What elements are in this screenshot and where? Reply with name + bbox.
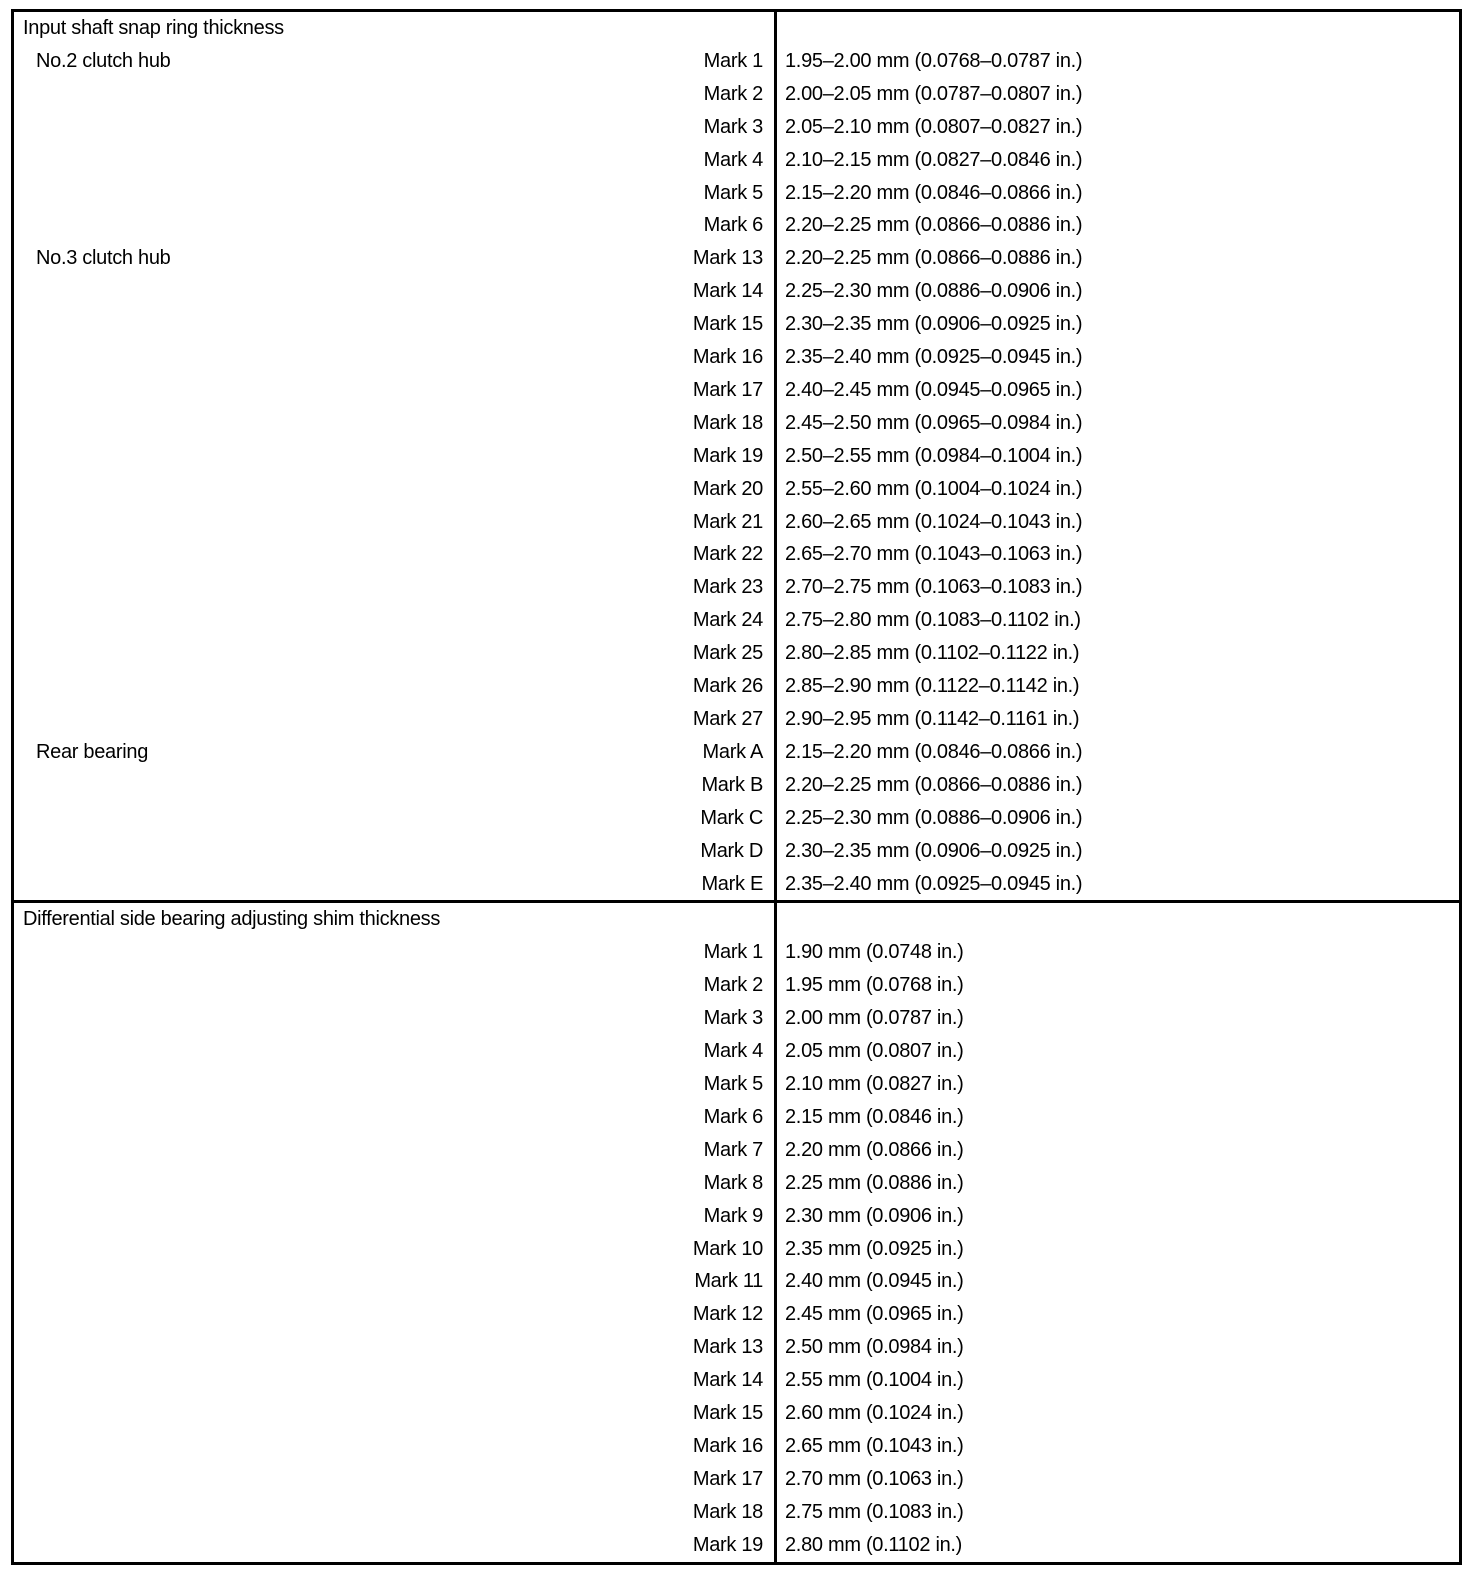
section-heading-row xyxy=(13,902,1461,936)
table-row xyxy=(13,1529,1461,1563)
thickness-value: 2.00–2.05 mm (0.0787–0.0807 in.) xyxy=(784,82,1083,105)
mark-label: Mark 6 xyxy=(703,1105,763,1128)
mark-label: Mark 26 xyxy=(692,675,763,698)
label-cell xyxy=(13,1035,776,1068)
table-row xyxy=(13,78,1461,111)
label-cell xyxy=(13,78,776,111)
section-heading-row xyxy=(13,11,1461,45)
label-cell xyxy=(13,1167,776,1200)
table-row xyxy=(13,209,1461,242)
label-cell xyxy=(13,736,776,769)
label-cell xyxy=(13,45,776,78)
table-row xyxy=(13,440,1461,473)
label-cell xyxy=(13,1331,776,1364)
label-cell xyxy=(13,1068,776,1101)
thickness-value: 1.95–2.00 mm (0.0768–0.0787 in.) xyxy=(784,49,1083,72)
mark-label: Mark 21 xyxy=(692,510,763,533)
thickness-value: 2.35–2.40 mm (0.0925–0.0945 in.) xyxy=(784,346,1083,369)
table-row xyxy=(13,571,1461,604)
thickness-value: 2.30 mm (0.0906 in.) xyxy=(784,1204,964,1227)
mark-label: Mark 23 xyxy=(692,576,763,599)
label-cell xyxy=(13,1430,776,1463)
table-row xyxy=(13,604,1461,637)
label-cell xyxy=(13,1298,776,1331)
thickness-value: 2.65–2.70 mm (0.1043–0.1063 in.) xyxy=(784,543,1083,566)
table-row xyxy=(13,538,1461,571)
thickness-value: 2.60–2.65 mm (0.1024–0.1043 in.) xyxy=(784,510,1083,533)
table-row xyxy=(13,936,1461,969)
section-heading: Differential side bearing adjusting shim thickness xyxy=(23,908,441,931)
thickness-value: 2.55 mm (0.1004 in.) xyxy=(784,1369,964,1392)
mark-label: Mark A xyxy=(702,740,763,763)
mark-label: Mark 17 xyxy=(692,378,763,401)
mark-label: Mark 20 xyxy=(692,477,763,500)
thickness-value: 2.10–2.15 mm (0.0827–0.0846 in.) xyxy=(784,148,1083,171)
mark-label: Mark 15 xyxy=(692,1402,763,1425)
label-cell xyxy=(13,604,776,637)
label-cell xyxy=(13,440,776,473)
table-row xyxy=(13,111,1461,144)
thickness-value: 2.25–2.30 mm (0.0886–0.0906 in.) xyxy=(784,280,1083,303)
label-cell xyxy=(13,1397,776,1430)
label-cell xyxy=(13,538,776,571)
mark-label: Mark 1 xyxy=(703,941,763,964)
table-row xyxy=(13,144,1461,177)
label-cell xyxy=(13,1002,776,1035)
thickness-value: 2.65 mm (0.1043 in.) xyxy=(784,1434,964,1457)
thickness-value: 2.80 mm (0.1102 in.) xyxy=(784,1533,963,1556)
table-row xyxy=(13,473,1461,506)
mark-label: Mark 1 xyxy=(703,49,763,72)
table-row xyxy=(13,275,1461,308)
label-cell xyxy=(13,969,776,1002)
label-cell xyxy=(13,1529,776,1563)
table-row xyxy=(13,637,1461,670)
mark-label: Mark 10 xyxy=(692,1237,763,1260)
mark-label: Mark B xyxy=(701,773,763,796)
thickness-value: 2.15–2.20 mm (0.0846–0.0866 in.) xyxy=(784,181,1083,204)
table-row xyxy=(13,1068,1461,1101)
label-cell xyxy=(13,670,776,703)
table-row xyxy=(13,1298,1461,1331)
mark-label: Mark 6 xyxy=(703,214,763,237)
label-cell xyxy=(13,275,776,308)
table-row xyxy=(13,1002,1461,1035)
table-row xyxy=(13,802,1461,835)
table-row xyxy=(13,835,1461,868)
mark-label: Mark E xyxy=(701,872,763,895)
label-cell xyxy=(13,571,776,604)
mark-label: Mark 13 xyxy=(692,247,763,270)
thickness-value: 2.35 mm (0.0925 in.) xyxy=(784,1237,964,1260)
thickness-value: 2.70 mm (0.1063 in.) xyxy=(784,1467,964,1490)
thickness-value: 2.20–2.25 mm (0.0866–0.0886 in.) xyxy=(784,214,1083,237)
label-cell xyxy=(13,1364,776,1397)
table-row xyxy=(13,736,1461,769)
group-name: No.2 clutch hub xyxy=(36,49,171,72)
mark-label: Mark 12 xyxy=(692,1303,763,1326)
table-row xyxy=(13,1265,1461,1298)
label-cell xyxy=(13,1134,776,1167)
mark-label: Mark 19 xyxy=(692,1533,763,1556)
mark-label: Mark 19 xyxy=(692,444,763,467)
label-cell xyxy=(13,1496,776,1529)
mark-label: Mark 25 xyxy=(692,642,763,665)
thickness-value: 2.80–2.85 mm (0.1102–0.1122 in.) xyxy=(784,642,1080,665)
thickness-value: 2.40–2.45 mm (0.0945–0.0965 in.) xyxy=(784,378,1083,401)
label-cell xyxy=(13,111,776,144)
table-section xyxy=(13,11,1461,902)
thickness-value: 2.50 mm (0.0984 in.) xyxy=(784,1336,964,1359)
table-row xyxy=(13,1331,1461,1364)
mark-label: Mark 2 xyxy=(703,974,763,997)
thickness-value: 2.20–2.25 mm (0.0866–0.0886 in.) xyxy=(784,247,1083,270)
mark-label: Mark 16 xyxy=(692,346,763,369)
thickness-value: 2.10 mm (0.0827 in.) xyxy=(784,1072,964,1095)
table-row xyxy=(13,242,1461,275)
mark-label: Mark 8 xyxy=(703,1171,763,1194)
table-row xyxy=(13,1200,1461,1233)
spec-table xyxy=(11,9,1462,1565)
label-cell xyxy=(13,242,776,275)
label-cell xyxy=(13,209,776,242)
table-row xyxy=(13,1167,1461,1200)
table-row xyxy=(13,407,1461,440)
thickness-value: 2.30–2.35 mm (0.0906–0.0925 in.) xyxy=(784,839,1083,862)
group-name: Rear bearing xyxy=(36,740,149,763)
thickness-value: 2.70–2.75 mm (0.1063–0.1083 in.) xyxy=(784,576,1083,599)
thickness-value: 2.35–2.40 mm (0.0925–0.0945 in.) xyxy=(784,872,1083,895)
label-cell xyxy=(13,802,776,835)
label-cell xyxy=(13,506,776,539)
mark-label: Mark 7 xyxy=(703,1138,763,1161)
thickness-value: 2.05 mm (0.0807 in.) xyxy=(784,1040,964,1063)
label-cell xyxy=(13,637,776,670)
mark-label: Mark 16 xyxy=(692,1434,763,1457)
table-row xyxy=(13,868,1461,902)
thickness-value: 2.00 mm (0.0787 in.) xyxy=(784,1007,964,1030)
mark-label: Mark 5 xyxy=(703,1072,763,1095)
thickness-value: 2.05–2.10 mm (0.0807–0.0827 in.) xyxy=(784,115,1083,138)
table-row xyxy=(13,969,1461,1002)
thickness-value: 2.20–2.25 mm (0.0866–0.0886 in.) xyxy=(784,773,1083,796)
label-cell xyxy=(13,473,776,506)
mark-label: Mark 24 xyxy=(692,609,763,632)
thickness-value: 2.40 mm (0.0945 in.) xyxy=(784,1270,964,1293)
section-heading: Input shaft snap ring thickness xyxy=(23,17,284,39)
thickness-value: 1.90 mm (0.0748 in.) xyxy=(784,941,964,964)
table-row xyxy=(13,177,1461,210)
value-cell xyxy=(775,11,1460,45)
mark-label: Mark 3 xyxy=(703,1007,763,1030)
table-row xyxy=(13,1233,1461,1266)
table-row xyxy=(13,1496,1461,1529)
table-row xyxy=(13,1364,1461,1397)
table-row xyxy=(13,1397,1461,1430)
mark-label: Mark 22 xyxy=(692,543,763,566)
label-cell xyxy=(13,902,776,936)
mark-label: Mark 5 xyxy=(703,181,763,204)
mark-label: Mark 18 xyxy=(692,1500,763,1523)
group-name: No.3 clutch hub xyxy=(36,247,171,270)
label-cell xyxy=(13,1101,776,1134)
table-row xyxy=(13,341,1461,374)
table-row xyxy=(13,769,1461,802)
label-cell xyxy=(13,1463,776,1496)
thickness-value: 2.15–2.20 mm (0.0846–0.0866 in.) xyxy=(784,740,1083,763)
mark-label: Mark 18 xyxy=(692,411,763,434)
value-cell xyxy=(775,902,1460,936)
label-cell xyxy=(13,1265,776,1298)
thickness-value: 2.75 mm (0.1083 in.) xyxy=(784,1500,964,1523)
mark-label: Mark 3 xyxy=(703,115,763,138)
table-row xyxy=(13,1035,1461,1068)
mark-label: Mark 9 xyxy=(703,1204,763,1227)
mark-label: Mark 4 xyxy=(703,1040,763,1063)
mark-label: Mark 15 xyxy=(692,313,763,336)
table-row xyxy=(13,1101,1461,1134)
label-cell xyxy=(13,703,776,736)
label-cell xyxy=(13,144,776,177)
thickness-value: 2.50–2.55 mm (0.0984–0.1004 in.) xyxy=(784,444,1083,467)
label-cell xyxy=(13,308,776,341)
thickness-value: 2.30–2.35 mm (0.0906–0.0925 in.) xyxy=(784,313,1083,336)
mark-label: Mark 4 xyxy=(703,148,763,171)
thickness-value: 2.45–2.50 mm (0.0965–0.0984 in.) xyxy=(784,411,1083,434)
label-cell xyxy=(13,374,776,407)
thickness-value: 1.95 mm (0.0768 in.) xyxy=(784,974,964,997)
thickness-value: 2.25–2.30 mm (0.0886–0.0906 in.) xyxy=(784,806,1083,829)
thickness-value: 2.55–2.60 mm (0.1004–0.1024 in.) xyxy=(784,477,1083,500)
label-cell xyxy=(13,868,776,902)
table-row xyxy=(13,1430,1461,1463)
table-row xyxy=(13,374,1461,407)
mark-label: Mark C xyxy=(700,806,763,829)
thickness-value: 2.90–2.95 mm (0.1142–0.1161 in.) xyxy=(784,708,1080,731)
thickness-value: 2.25 mm (0.0886 in.) xyxy=(784,1171,964,1194)
thickness-value: 2.20 mm (0.0866 in.) xyxy=(784,1138,964,1161)
label-cell xyxy=(13,177,776,210)
mark-label: Mark 2 xyxy=(703,82,763,105)
thickness-value: 2.85–2.90 mm (0.1122–0.1142 in.) xyxy=(784,675,1080,698)
table-row xyxy=(13,1134,1461,1167)
label-cell xyxy=(13,341,776,374)
thickness-value: 2.45 mm (0.0965 in.) xyxy=(784,1303,964,1326)
table-row xyxy=(13,670,1461,703)
table-row xyxy=(13,45,1461,78)
mark-label: Mark 27 xyxy=(692,708,763,731)
label-cell xyxy=(13,769,776,802)
table-row xyxy=(13,1463,1461,1496)
mark-label: Mark 14 xyxy=(692,280,763,303)
thickness-value: 2.60 mm (0.1024 in.) xyxy=(784,1402,964,1425)
mark-label: Mark 14 xyxy=(692,1369,763,1392)
mark-label: Mark 17 xyxy=(692,1467,763,1490)
table-section xyxy=(13,902,1461,1563)
thickness-value: 2.15 mm (0.0846 in.) xyxy=(784,1105,964,1128)
mark-label: Mark 11 xyxy=(694,1270,763,1293)
thickness-value: 2.75–2.80 mm (0.1083–0.1102 in.) xyxy=(784,609,1081,632)
table-row xyxy=(13,703,1461,736)
label-cell xyxy=(13,936,776,969)
label-cell xyxy=(13,1200,776,1233)
table-row xyxy=(13,308,1461,341)
label-cell xyxy=(13,1233,776,1266)
mark-label: Mark D xyxy=(700,839,763,862)
mark-label: Mark 13 xyxy=(692,1336,763,1359)
table-row xyxy=(13,506,1461,539)
label-cell xyxy=(13,407,776,440)
label-cell xyxy=(13,11,776,45)
label-cell xyxy=(13,835,776,868)
